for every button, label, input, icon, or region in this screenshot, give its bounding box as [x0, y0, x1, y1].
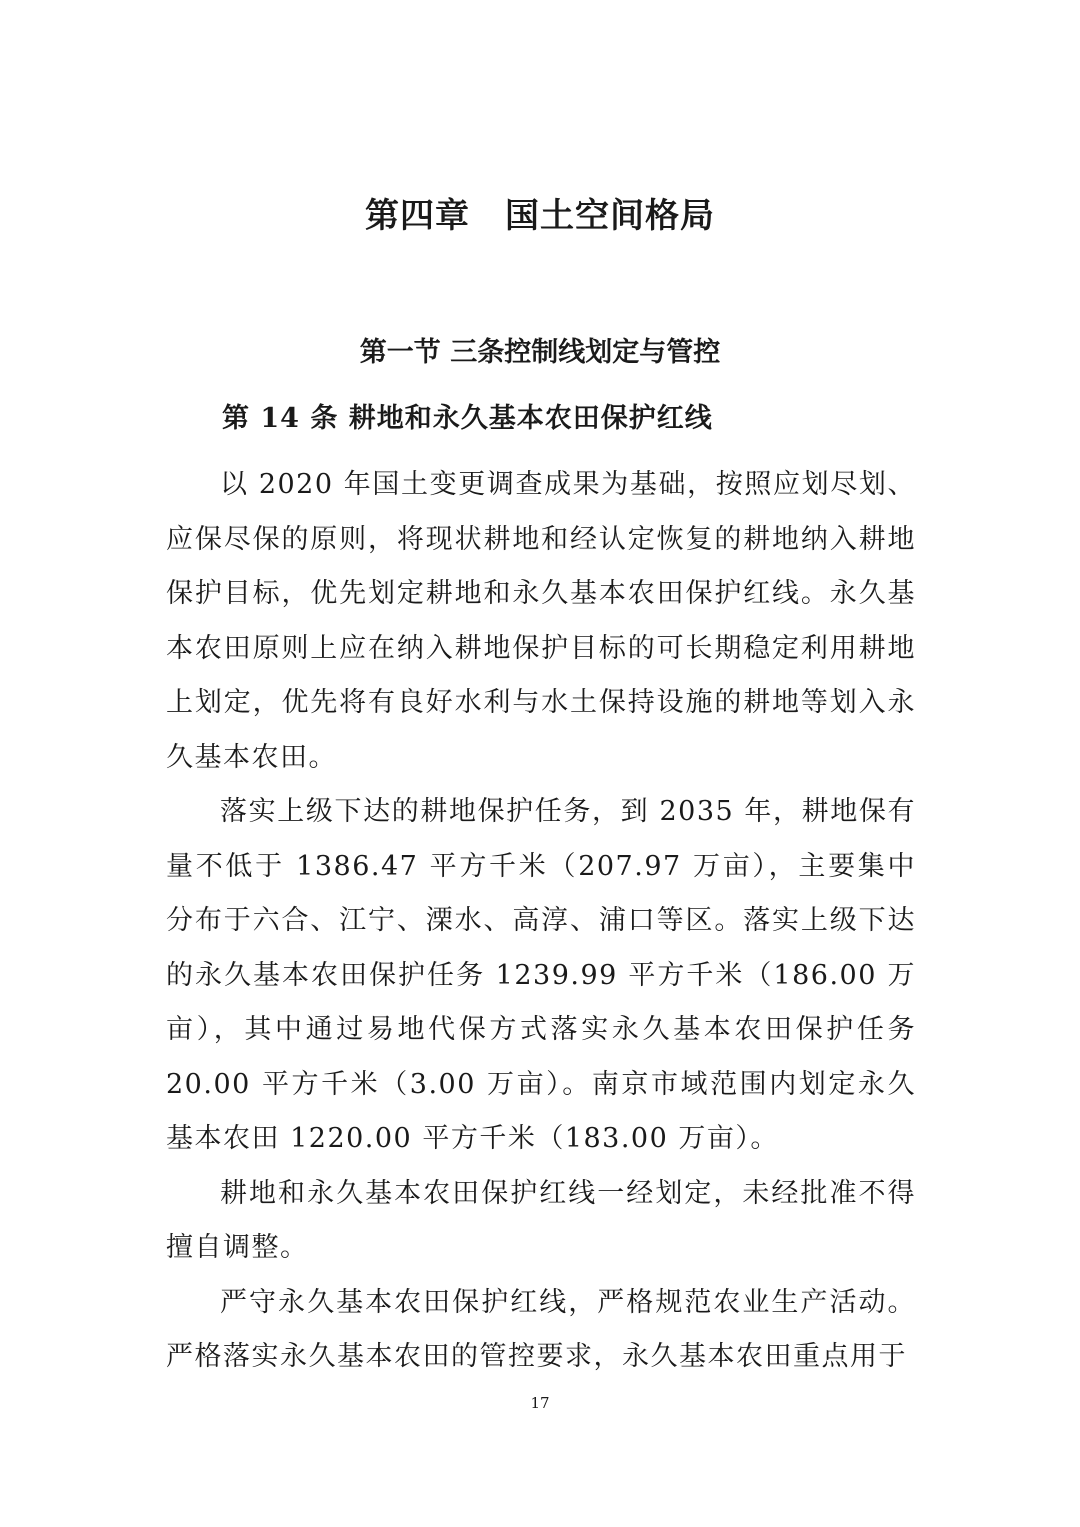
section-title: 第一节 三条控制线划定与管控 [359, 337, 721, 368]
article-title: 第 14 条 耕地和永久基本农田保护红线 [222, 403, 713, 434]
body-paragraph: 耕地和永久基本农田保护红线一经划定，未经批准不得擅自调整。 [166, 1177, 916, 1263]
page-number: 17 [530, 1394, 550, 1412]
body-paragraph: 严守永久基本农田保护红线，严格规范农业生产活动。严格落实永久基本农田的管控要求，永久基本农田重点用于 [166, 1286, 916, 1372]
body-paragraph: 以 2020 年国土变更调查成果为基础，按照应划尽划、应保尽保的原则，将现状耕地和经认定恢复的耕地纳入耕地保护目标，优先划定耕地和永久基本农田保护红线。永久基本农田原则上应在纳入耕地保护目标的可长期稳定利用耕地上划定，优先将有良好水利与水土保持设施的耕地等划入永久基本农田。 [166, 469, 916, 773]
article-body [166, 458, 916, 1385]
chapter-title: 第四章 国土空间格局 [365, 196, 715, 236]
body-paragraph: 落实上级下达的耕地保护任务，到 2035 年，耕地保有量不低于 1386.47 平方千米（207.97 万亩），主要集中分布于六合、江宁、溧水、高淳、浦口等区。落实上级下达的永久基本农田保护任务 1239.99 平方千米（186.00 万亩），其中通过易地代保方式落实永久基本农田保护任务 20.00 平方千米（3.00 万亩）。南京市域范围内划定永久基本农田 1220.00 平方千米（183.00 万亩）。 [166, 796, 916, 1154]
